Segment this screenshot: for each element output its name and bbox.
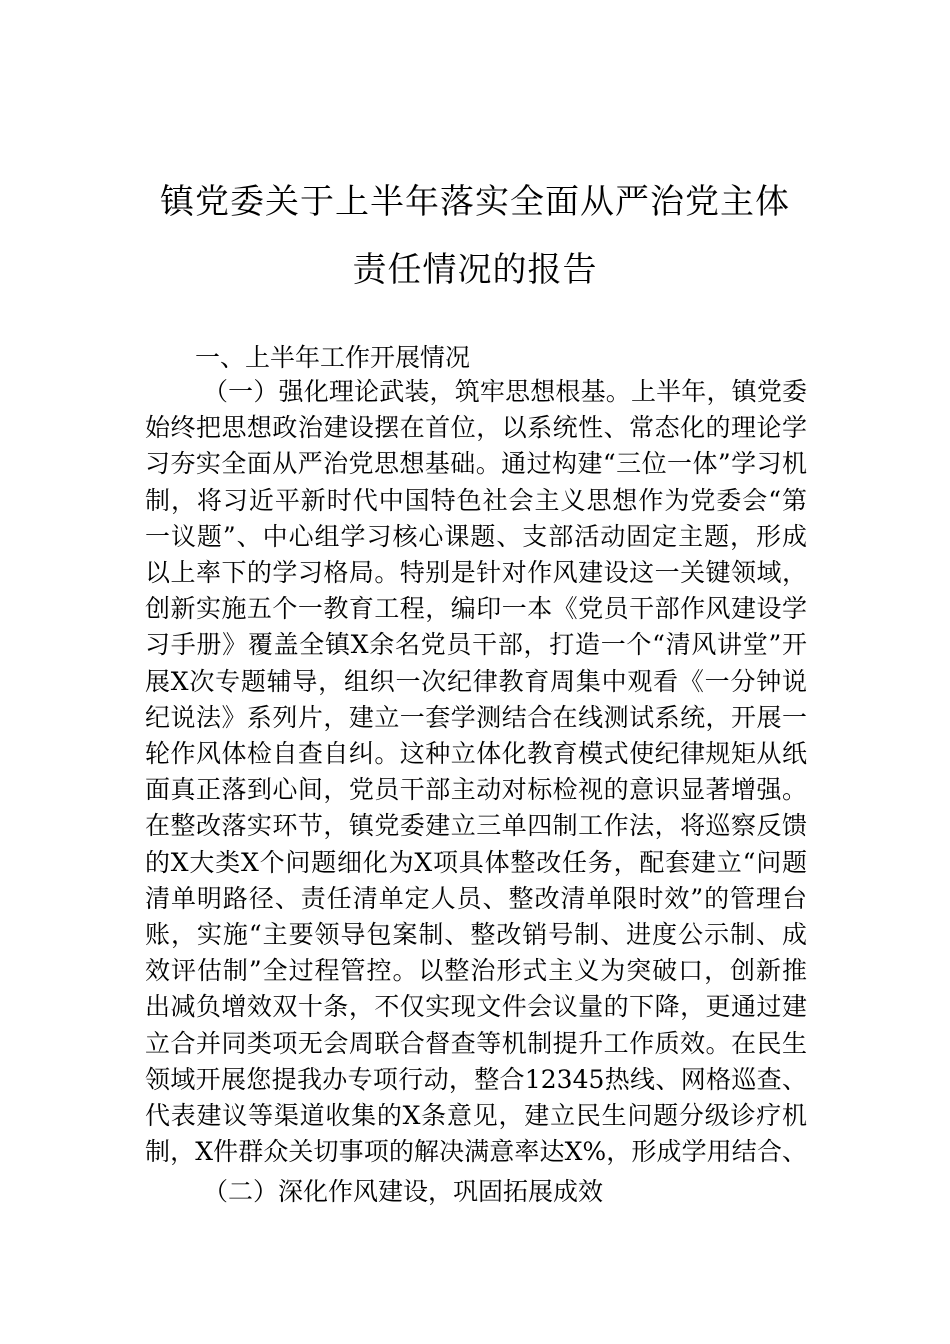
subheading-2: （二）深化作风建设，巩固拓展成效 — [203, 1177, 604, 1206]
document-title-line-1: 镇党委关于上半年落实全面从严治党主体 — [160, 182, 790, 222]
section-heading: 一、上半年工作开展情况 — [195, 343, 471, 372]
document-title-line-2: 责任情况的报告 — [352, 250, 598, 290]
paragraph-1: （一）强化理论武装，筑牢思想根基。上半年，镇党委始终把思想政治建设摆在首位，以系统性、常态化的理论学习夯实全面从严治党思想基础。通过构建“三位一体”学习机制，将习近平新时代中国特色社会主义思想作为党委会“第一议题”、中心组学习核心课题、支部活动固定主题，形成以上率下的学习格局。特别是针对作风建设这一关键领域，创新实施五个一教育工程，编印一本《党员干部作风建设学习手册》覆盖全镇X余名党员干部，打造一个“清风讲堂”开展X次专题辅导，组织一次纪律教育周集中观看《一分钟说纪说法》系列片，建立一套学测结合在线测试系统，开展一轮作风体检自查自纠。这种立体化教育模式使纪律规矩从纸面真正落到心间，党员干部主动对标检视的意识显著增强。在整改落实环节，镇党委建立三单四制工作法，将巡察反馈的X大类X个问题细化为X项具体整改任务，配套建立“问题清单明路径、责任清单定人员、整改清单限时效”的管理台账，实施“主要领导包案制、整改销号制、进度公示制、成效评估制”全过程管控。以整治形式主义为突破口，创新推出减负增效双十条，不仅实现文件会议量的下降，更通过建立合并同类项无会周联合督查等机制提升工作质效。在民生领域开展您提我办专项行动，整合12345热线、网格巡查、代表建议等渠道收集的X条意见，建立民生问题分级诊疗机制，X件群众关切事项的解决满意率达X%，形成学用结合、 — [145, 377, 807, 1167]
